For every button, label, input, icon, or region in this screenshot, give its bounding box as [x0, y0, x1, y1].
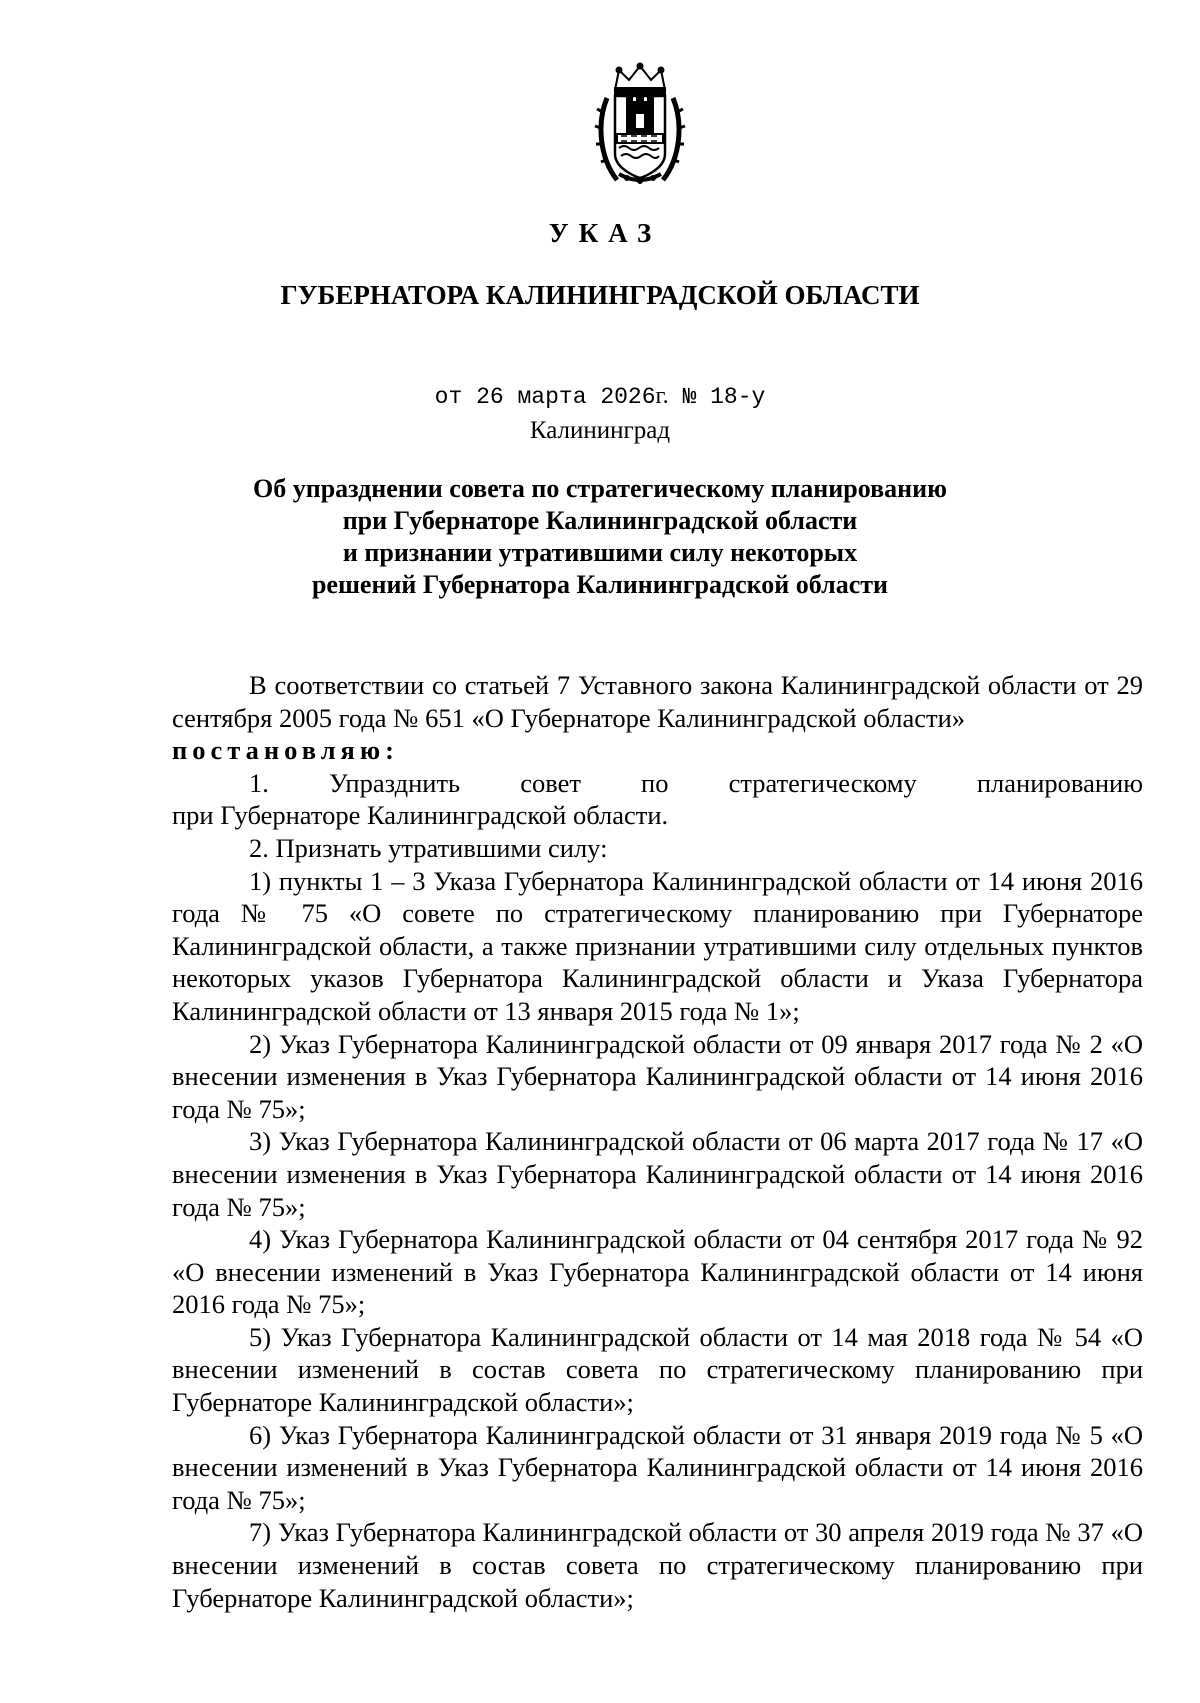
- subitem-3: 3) Указ Губернатора Калининградской области от 06 марта 2017 года № 17 «О внесении изменения в Указ Губернатора Калининградской области от 14 июня 2016 года № 75»;: [172, 1126, 1143, 1222]
- item-1-start: 1. Упразднить совет по стратегическому планированию: [249, 767, 1143, 798]
- heading-line: решений Губернатора Калининградской области: [311, 570, 889, 599]
- number-label: №: [682, 384, 697, 410]
- preamble: В соответствии со статьей 7 Уставного закона Калининградской области от 29 сентября 2005 года № 651 «О Губернаторе Калининградской области»: [172, 670, 1143, 733]
- document-heading: [170, 473, 1030, 601]
- document-type-title: УКАЗ: [548, 218, 662, 248]
- subitem-1: 1) пункты 1 – 3 Указа Губернатора Калининградской области от 14 июня 2016 года № 75 «О совете по стратегическому планированию при Губернаторе Калининградской области, а также признании утратившими силу отдельных пунктов некоторых указов Губернатора Калининградской области и Указа Губернатора Калининградской области от 13 января 2015 года № 1»;: [172, 865, 1143, 1026]
- subitem-7: 7) Указ Губернатора Калининградской области от 30 апреля 2019 года № 37 «О внесении изменений в состав совета по стратегическому планированию при Губернаторе Калининградской области»;: [172, 1517, 1143, 1613]
- document-number: 18-у: [710, 384, 766, 410]
- date-suffix: г.: [655, 383, 669, 409]
- subitem-6: 6) Указ Губернатора Калининградской области от 31 января 2019 года № 5 «О внесении изменений в Указ Губернатора Калининградской области от 14 июня 2016 года № 75»;: [172, 1419, 1143, 1515]
- item-1-end: при Губернаторе Калининградской области.: [172, 800, 669, 831]
- heading-line: Об упразднении совета по стратегическому планированию: [253, 474, 947, 503]
- date-prefix: от: [434, 384, 463, 410]
- coat-of-arms-icon: [593, 62, 687, 190]
- heading-line: и признании утратившими силу некоторых: [342, 538, 858, 567]
- subitem-2: 2) Указ Губернатора Калининградской области от 09 января 2017 года № 2 «О внесении изменения в Указ Губернатора Калининградской области от 14 июня 2016 года № 75»;: [172, 1028, 1143, 1124]
- resolve-word: постановляю:: [172, 735, 399, 766]
- date-value: 26 марта 2026: [476, 384, 656, 410]
- item-2: 2. Признать утратившими силу:: [249, 832, 608, 863]
- date-number-line: [0, 383, 1200, 410]
- city: Калининград: [529, 417, 671, 444]
- subitem-4: 4) Указ Губернатора Калининградской области от 04 сентября 2017 года № 92 «О внесении изменений в Указ Губернатора Калининградской области от 14 июня 2016 года № 75»;: [172, 1224, 1143, 1320]
- subitem-5: 5) Указ Губернатора Калининградской области от 14 мая 2018 года № 54 «О внесении изменений в состав совета по стратегическому планированию при Губернаторе Калининградской области»;: [172, 1321, 1143, 1418]
- document-body: [172, 669, 1143, 1614]
- heading-line: при Губернаторе Калининградской области: [342, 506, 858, 535]
- issuer-title: ГУБЕРНАТОРА КАЛИНИНГРАДСКОЙ ОБЛАСТИ: [280, 280, 920, 310]
